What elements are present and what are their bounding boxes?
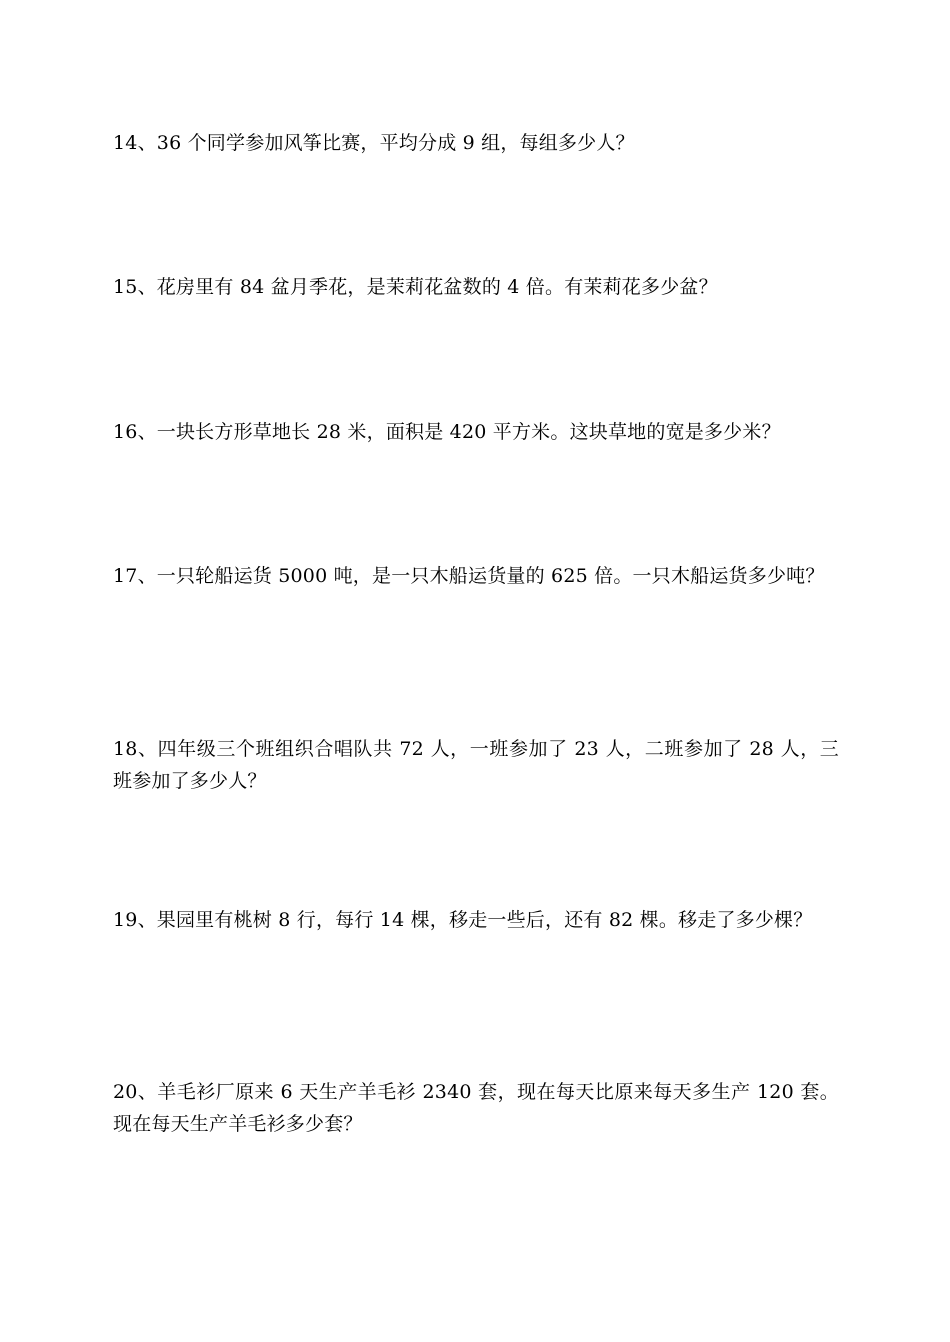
word-problem-20: 20、羊毛衫厂原来 6 天生产羊毛衫 2340 套，现在每天比原来每天多生产 120 套。现在每天生产羊毛衫多少套？	[113, 1081, 839, 1135]
word-problem-14: 14、36 个同学参加风筝比赛，平均分成 9 组，每组多少人？	[113, 132, 635, 154]
word-problem-17: 17、一只轮船运货 5000 吨，是一只木船运货量的 625 倍。一只木船运货多少吨？	[113, 565, 825, 587]
word-problem-18: 18、四年级三个班组织合唱队共 72 人，一班参加了 23 人，二班参加了 28 人，三班参加了多少人？	[113, 738, 839, 792]
word-problem-16: 16、一块长方形草地长 28 米，面积是 420 平方米。这块草地的宽是多少米？	[113, 421, 781, 443]
word-problem-15: 15、花房里有 84 盆月季花，是茉莉花盆数的 4 倍。有茉莉花多少盆？	[113, 276, 718, 298]
word-problem-19: 19、果园里有桃树 8 行，每行 14 棵，移走一些后，还有 82 棵。移走了多少棵？	[113, 909, 813, 931]
